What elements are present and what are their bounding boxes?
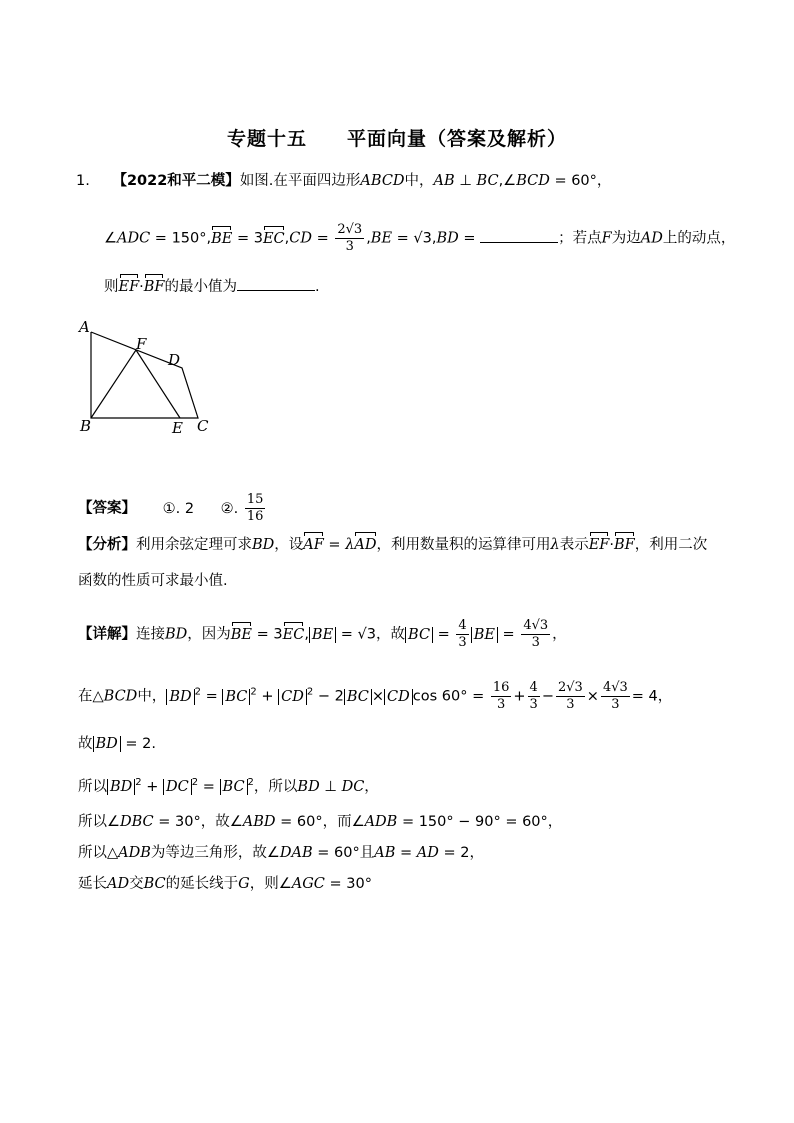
analysis-label: 【分析】 bbox=[78, 537, 136, 553]
page-title bbox=[0, 124, 794, 151]
analysis-line-1: 【分析】利用余弦定理可求BD，设AF = λAD，利用数量积的运算律可用λ表示EF·BF，利用二次 bbox=[78, 537, 708, 553]
problem-statement-1: 如图.在平面四边形ABCD中，AB ⊥ BC,∠BCD = 60°， bbox=[239, 173, 612, 189]
detail-line-5: 所以∠DBC = 30°，故∠ABD = 60°，而∠ADB = 150° − 90° = 60°， bbox=[78, 814, 563, 830]
label-e: E bbox=[172, 419, 183, 437]
detail-line-2: 在△BCD中， BD $^2$ = BC $^2$ + CD $^2$ − 2 BC × CD cos 60° = $\frac{16}{3}$ + $\frac{4}{3}$ − $\frac{2√3}{3}$ × $\frac{4√3}{3}$ = 4， bbox=[78, 680, 673, 712]
detail-line-1: 【详解】连接BD，因为BE = 3EC, BE = √3，故 BC = $\frac{4}{3}$ BE = $\frac{4√3}{3}$ ， bbox=[78, 618, 567, 650]
label-d: D bbox=[168, 351, 181, 369]
answer-1: ①. 2 bbox=[162, 500, 195, 517]
fraction: $\frac{2√3}{3}$ bbox=[337, 222, 363, 254]
answer-label: 【答案】 bbox=[78, 500, 136, 517]
geometry-figure bbox=[70, 316, 220, 441]
analysis-line-2: 函数的性质可求最小值. bbox=[78, 573, 228, 589]
answer-2-fraction: $\frac{15}{16}$ bbox=[246, 492, 264, 524]
answer-line bbox=[78, 492, 267, 525]
answer-2-prefix: ②. bbox=[220, 500, 239, 517]
label-c: C bbox=[197, 417, 209, 435]
title-subject: 平面向量（答案及解析） bbox=[347, 128, 568, 150]
detail-line-4: 所以 BD $^2$ + DC $^2$ = BC $^2$，所以BD ⊥ DC， bbox=[78, 777, 379, 795]
label-f: F bbox=[136, 335, 147, 353]
fraction: $\frac{4}{3}$ bbox=[458, 618, 467, 650]
problem-line-1 bbox=[76, 171, 611, 191]
answer-blank-2 bbox=[237, 276, 315, 291]
answer-blank-1 bbox=[480, 228, 558, 243]
detail-line-3: 故 BD = 2. bbox=[78, 736, 156, 752]
label-b: B bbox=[80, 417, 92, 435]
problem-line-3: 则EF·BF的最小值为 . bbox=[104, 276, 320, 297]
label-a: A bbox=[79, 318, 90, 336]
detail-line-7: 延长AD交BC的延长线于G，则∠AGC = 30° bbox=[78, 876, 372, 892]
detail-label: 【详解】 bbox=[78, 626, 136, 643]
problem-number: 1. bbox=[76, 173, 90, 189]
fraction: $\frac{4√3}{3}$ bbox=[523, 618, 549, 650]
title-topic: 专题十五 bbox=[226, 128, 307, 150]
problem-line-2: ∠ADC = 150°,BE = 3EC,CD = $\frac{2√3}{3}$ ,BE = √3,BD = ；若点F为边AD上的动点， bbox=[104, 222, 736, 254]
detail-line-6: 所以△ADB为等边三角形，故∠DAB = 60°且AB = AD = 2， bbox=[78, 845, 484, 861]
problem-source: 【2022和平二模】 bbox=[112, 173, 240, 189]
segment-bf bbox=[91, 350, 136, 418]
